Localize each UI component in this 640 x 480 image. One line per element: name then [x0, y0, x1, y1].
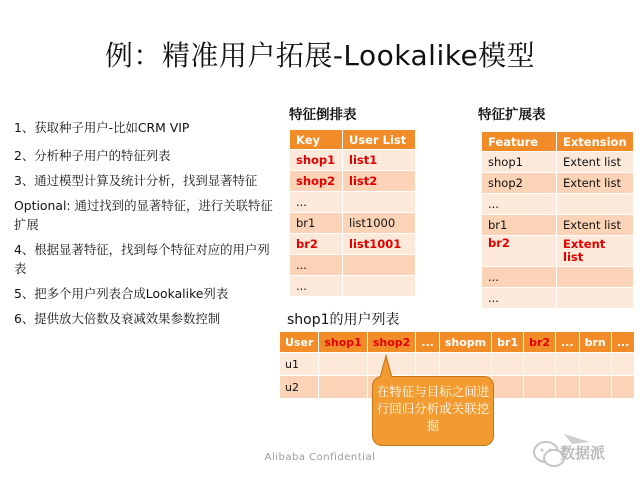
table-header-row — [482, 132, 634, 152]
table-row — [290, 192, 416, 213]
table-row — [290, 276, 416, 297]
table-cell — [556, 353, 580, 376]
table-cell — [319, 376, 367, 399]
step-6: 6、提供放大倍数及衰减效果参数控制 — [14, 311, 221, 326]
table-cell — [343, 255, 416, 276]
step-4: 4、根据显著特征，找到每个特征对应的用户列表 — [14, 242, 270, 276]
table-cell: u1 — [280, 353, 319, 376]
table-cell — [557, 288, 634, 309]
table-cell — [492, 376, 524, 399]
footer-confidential: Alibaba Confidential — [264, 452, 376, 463]
table-cell: ... — [482, 194, 557, 215]
inverted-table — [289, 129, 416, 297]
table-row — [482, 215, 634, 236]
header-br2: br2 — [524, 332, 556, 353]
table-cell — [319, 353, 367, 376]
table-cell: Extent list — [557, 173, 634, 194]
table-cell: ... — [290, 192, 343, 213]
steps-list — [14, 118, 276, 334]
table-row — [482, 236, 634, 267]
table-row — [482, 173, 634, 194]
table-header-row — [290, 130, 416, 150]
table-cell: br2 — [482, 236, 557, 267]
header-shop1: shop1 — [319, 332, 367, 353]
table-cell: shop2 — [482, 173, 557, 194]
table-row — [482, 194, 634, 215]
table-cell — [611, 353, 635, 376]
table-cell: Extent list — [557, 152, 634, 173]
table-row — [482, 152, 634, 173]
header-user-list: User List — [343, 130, 416, 150]
table-cell — [343, 192, 416, 213]
table-row — [280, 353, 635, 376]
table-cell — [579, 376, 611, 399]
table-cell: list1001 — [343, 234, 416, 255]
table-cell: Extent list — [557, 236, 634, 267]
header-ellipsis: ... — [556, 332, 580, 353]
table-row — [290, 171, 416, 192]
header-ellipsis: ... — [611, 332, 635, 353]
table-cell — [492, 353, 524, 376]
table-cell — [524, 353, 556, 376]
table-cell: br2 — [290, 234, 343, 255]
table-cell: shop1 — [290, 150, 343, 171]
table-cell: list1000 — [343, 213, 416, 234]
step-2: 2、分析种子用户的特征列表 — [14, 148, 171, 163]
table-cell: Extent list — [557, 215, 634, 236]
table-cell: ... — [290, 255, 343, 276]
header-brn: brn — [579, 332, 611, 353]
user-table-caption: shop1的用户列表 — [287, 312, 400, 328]
table-cell — [611, 376, 635, 399]
header-br1: br1 — [492, 332, 524, 353]
table-cell — [439, 353, 491, 376]
table-cell — [343, 276, 416, 297]
table-header-row — [280, 332, 635, 353]
header-feature: Feature — [482, 132, 557, 152]
table-cell — [557, 267, 634, 288]
table-cell: ... — [482, 267, 557, 288]
table-cell: ... — [290, 276, 343, 297]
table-cell: br1 — [290, 213, 343, 234]
callout-bubble: 在特征与目标之间进行回归分析或关联挖掘 — [372, 376, 494, 446]
page-title: 例：精准用户拓展-Lookalike模型 — [104, 39, 536, 72]
inverted-table-caption: 特征倒排表 — [289, 107, 357, 123]
header-user: User — [280, 332, 319, 353]
extension-table-caption: 特征扩展表 — [478, 107, 546, 123]
table-row — [482, 288, 634, 309]
table-cell — [416, 353, 440, 376]
watermark-text: 数据派 — [560, 444, 606, 462]
table-cell: br1 — [482, 215, 557, 236]
table-cell: list2 — [343, 171, 416, 192]
extension-table — [481, 131, 634, 309]
table-cell — [556, 376, 580, 399]
table-row — [290, 150, 416, 171]
table-cell — [557, 194, 634, 215]
table-cell: shop1 — [482, 152, 557, 173]
table-cell: u2 — [280, 376, 319, 399]
header-extension: Extension — [557, 132, 634, 152]
table-row — [290, 213, 416, 234]
step-5: 5、把多个用户列表合成Lookalike列表 — [14, 286, 229, 301]
step-1: 1、获取种子用户-比如CRM VIP — [14, 120, 190, 135]
table-row — [290, 234, 416, 255]
header-shop2: shop2 — [367, 332, 415, 353]
table-cell: list1 — [343, 150, 416, 171]
table-cell: ... — [482, 288, 557, 309]
step-optional: Optional: 通过找到的显著特征，进行关联特征扩展 — [14, 198, 273, 232]
table-row — [290, 255, 416, 276]
header-ellipsis: ... — [416, 332, 440, 353]
header-shopm: shopm — [439, 332, 491, 353]
table-cell — [524, 376, 556, 399]
table-cell — [579, 353, 611, 376]
table-row — [482, 267, 634, 288]
table-cell: shop2 — [290, 171, 343, 192]
table-cell — [367, 353, 415, 376]
header-key: Key — [290, 130, 343, 150]
step-3: 3、通过模型计算及统计分析，找到显著特征 — [14, 173, 258, 188]
